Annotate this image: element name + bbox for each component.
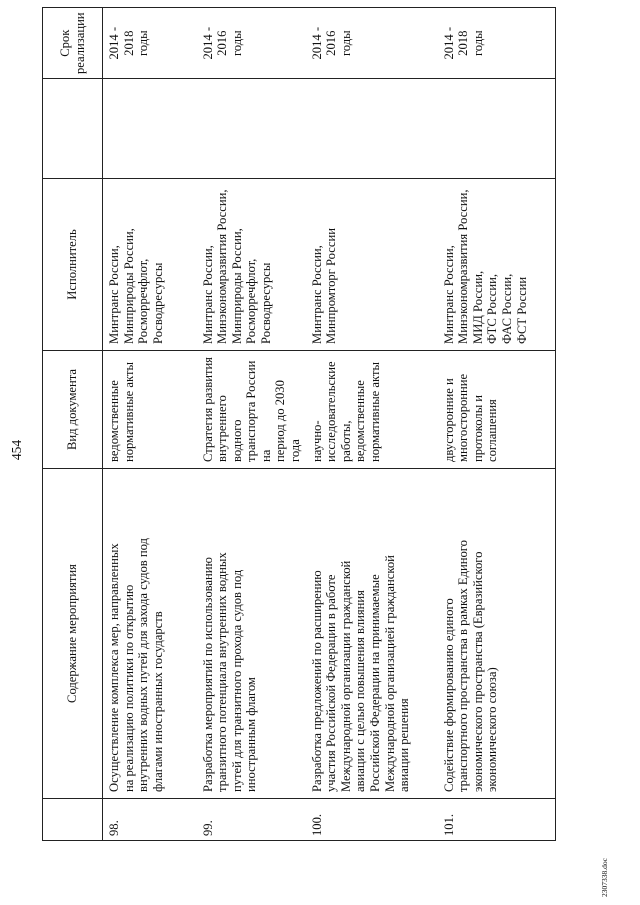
table-row (103, 8, 197, 841)
row-content: Разработка мероприятий по использованию транзитного потенциала внутренних водных путей для транзитного прохода судов под иностранным флагом (197, 469, 306, 799)
row-doc-type: двусторонние и многосторонние протоколы и соглашения (438, 351, 556, 469)
header-content: Содержание мероприятия (43, 469, 103, 799)
table-row (306, 8, 438, 841)
row-term: 2014 - 2016 годы (197, 8, 306, 79)
row-executor: Минтранс России, Минпромторг России (306, 179, 438, 351)
row-spacer (103, 79, 197, 179)
row-doc-type: научно- исследовательские работы, ведомственные нормативные акты (306, 351, 438, 469)
row-executor: Минтранс России, Минэкономразвития России, Минприроды России, Росморречфлот, Росводресурсы (197, 179, 306, 351)
row-content: Содействие формированию единого транспортного пространства в рамках Единого экономического пространства (Евразийского экономического союза) (438, 469, 556, 799)
row-term: 2014 - 2018 годы (438, 8, 556, 79)
row-doc-type: ведомственные нормативные акты (103, 351, 197, 469)
row-term: 2014 - 2018 годы (103, 8, 197, 79)
row-num: 99. (197, 799, 306, 841)
measures-table (42, 7, 556, 841)
header-executor: Исполнитель (43, 179, 103, 351)
row-executor: Минтранс России, Минэкономразвития России, МИД России, ФТС России, ФАС России, ФСТ России (438, 179, 556, 351)
row-num: 98. (103, 799, 197, 841)
row-executor: Минтранс России, Минприроды России, Росморречфлот, Росводресурсы (103, 179, 197, 351)
header-spacer (43, 79, 103, 179)
table-row (438, 8, 556, 841)
header-num-cell (43, 799, 103, 841)
row-spacer (197, 79, 306, 179)
row-num: 100. (306, 799, 438, 841)
header-term: Срок реализации (43, 8, 103, 79)
page-number: 454 (9, 439, 24, 461)
row-num: 101. (438, 799, 556, 841)
row-term: 2014 - 2016 годы (306, 8, 438, 79)
row-doc-type: Стратегия развития внутреннего водного транспорта России на период до 2030 года (197, 351, 306, 469)
row-spacer (438, 79, 556, 179)
footer-file-code: 2307338.doc (600, 858, 609, 897)
table-header-row (43, 8, 103, 841)
row-content: Осуществление комплекса мер, направленных на реализацию политики по открытию внутренних водных путей для захода судов под флагами иностранных государств (103, 469, 197, 799)
row-spacer (306, 79, 438, 179)
table-row (197, 8, 306, 841)
row-content: Разработка предложений по расширению участия Российской Федерации в работе Международной организации гражданской авиации с целью повышения влияния Российской Федерации на принимаемые Международной организацией гражданской авиации решения (306, 469, 438, 799)
header-doc-type: Вид документа (43, 351, 103, 469)
